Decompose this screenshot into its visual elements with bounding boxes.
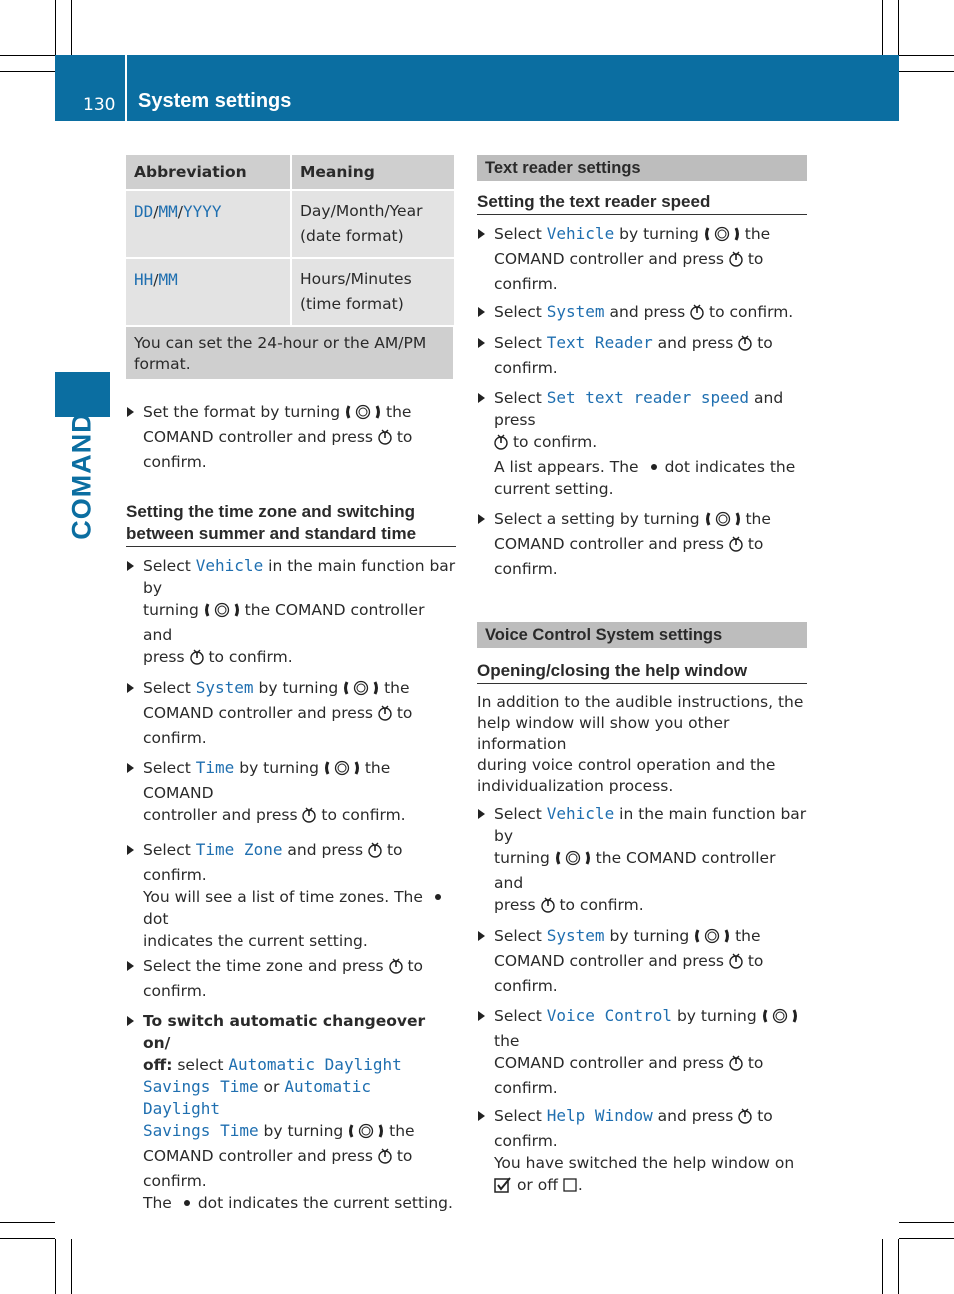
step-select-reader-speed: Select Set text reader speed and press to confirm. A list appears. The dot indicates the current setting. [477, 387, 807, 500]
crop-mark [899, 1238, 954, 1239]
arrow-icon [127, 1016, 134, 1026]
step-select-time-zone: Select Time Zone and press to confirm. You will see a list of time zones. Thedot indicates the current setting. [126, 839, 456, 952]
meaning-line: Day/Month/Year [300, 202, 423, 220]
section-bar-voice-control: Voice Control System settings [477, 622, 807, 648]
menu-code-savings-time: Savings Time [143, 1121, 259, 1140]
press-controller-icon [190, 649, 204, 671]
menu-code-system: System [546, 302, 605, 321]
press-controller-icon [690, 304, 704, 326]
menu-code-voice-control: Voice Control [546, 1006, 672, 1025]
step-select-vehicle: Select Vehicle in the main function bar by turning the COMAND controller and press to confirm. [126, 555, 456, 671]
rotate-controller-icon [345, 404, 381, 426]
checkbox-empty-icon [563, 1177, 578, 1199]
press-controller-icon [729, 1055, 743, 1077]
step-select-zone-confirm: Select the time zone and press to confirm. [126, 955, 456, 1002]
step-select-vehicle: Select Vehicle in the main function bar by turning the COMAND controller and press to confirm. [477, 803, 807, 919]
code-yyyy: YYYY [183, 202, 222, 221]
note-line: format. [134, 355, 191, 373]
step-auto-changeover: To switch automatic changeover on/ off: select Automatic Daylight Savings Time or Automatic Daylight Savings Time by turning the COMAND controller and press to confirm. The dot indicates the current setting. [126, 1010, 456, 1214]
crop-mark [0, 1238, 55, 1239]
press-controller-icon [368, 842, 382, 864]
crop-mark [899, 1222, 954, 1223]
menu-code-time: Time [195, 758, 235, 777]
crop-mark [0, 71, 55, 72]
arrow-icon [478, 229, 485, 239]
press-controller-icon [378, 705, 392, 727]
note-line: You can set the 24-hour or the AM/PM [134, 334, 427, 352]
crop-mark [55, 1239, 56, 1294]
menu-code-vehicle: Vehicle [546, 224, 615, 243]
rotate-controller-icon [704, 226, 740, 248]
rotate-controller-icon [694, 928, 730, 950]
abbr-cell: HH/MM [126, 258, 291, 326]
step-select-setting: Select a setting by turning the COMAND controller and press to confirm. [477, 508, 807, 580]
arrow-icon [478, 307, 485, 317]
rotate-controller-icon [762, 1008, 798, 1030]
step-select-time: Select Time by turning the COMAND controller and press to confirm. [126, 757, 456, 829]
menu-code-vehicle: Vehicle [195, 556, 264, 575]
arrow-icon [127, 961, 134, 971]
crop-mark [55, 0, 56, 55]
dot-icon [435, 894, 441, 900]
press-controller-icon [738, 335, 752, 357]
code-dd: DD [134, 202, 154, 221]
crop-mark [0, 1222, 55, 1223]
code-mm: MM [158, 270, 178, 289]
rotate-controller-icon [204, 602, 240, 624]
side-tab [55, 372, 110, 417]
menu-code-vehicle: Vehicle [546, 804, 615, 823]
table-note-row [126, 326, 454, 379]
arrow-icon [127, 561, 134, 571]
meaning-line: (date format) [300, 227, 404, 245]
press-controller-icon [494, 434, 508, 456]
crop-mark [898, 1239, 899, 1294]
side-label: COMAND [66, 412, 97, 540]
rotate-controller-icon [324, 760, 360, 782]
table-row [126, 190, 454, 258]
step-select-system: Select System by turning the COMAND controller and press to confirm. [126, 677, 456, 749]
menu-code-system: System [195, 678, 254, 697]
arrow-icon [127, 845, 134, 855]
press-controller-icon [378, 429, 392, 451]
rotate-controller-icon [348, 1123, 384, 1145]
crop-mark [899, 55, 954, 56]
menu-code-auto-daylight: Automatic Daylight [228, 1055, 402, 1074]
meaning-line: Hours/Minutes [300, 270, 412, 288]
press-controller-icon [389, 958, 403, 980]
menu-code-system: System [546, 926, 605, 945]
table-note [126, 326, 454, 379]
section-heading-help-window: Opening/closing the help window [477, 660, 807, 684]
intro-paragraph: In addition to the audible instructions, the help window will show you other information during voice control operation and the individualization process. [477, 693, 804, 795]
press-controller-icon [729, 536, 743, 558]
crop-mark [899, 71, 954, 72]
section-heading-reader-speed: Setting the text reader speed [477, 191, 807, 215]
table-row [126, 258, 454, 326]
abbreviation-table [126, 155, 455, 379]
abbr-cell: DD/MM/YYYY [126, 190, 291, 258]
press-controller-icon [302, 807, 316, 829]
section-bar-text-reader: Text reader settings [477, 155, 807, 181]
crop-mark [898, 0, 899, 55]
step-set-format: Set the format by turning the COMAND controller and press to confirm. [126, 401, 456, 473]
step-select-voice-control: Select Voice Control by turning the COMAND controller and press to confirm. [477, 1005, 807, 1099]
table-header-row [126, 155, 454, 190]
press-controller-icon [729, 953, 743, 975]
dot-icon [651, 464, 657, 470]
meaning-line: (time format) [300, 295, 404, 313]
menu-code-auto-daylight: Automatic Daylight [143, 1077, 372, 1118]
dot-icon [184, 1200, 190, 1206]
arrow-icon [127, 407, 134, 417]
page-title: System settings [138, 90, 292, 112]
arrow-icon [478, 931, 485, 941]
press-controller-icon [738, 1108, 752, 1130]
step-select-system: Select System by turning the COMAND controller and press to confirm. [477, 925, 807, 997]
menu-code-reader-speed: Set text reader speed [546, 388, 750, 407]
press-controller-icon [729, 251, 743, 273]
step-select-system: Select System and press to confirm. [477, 301, 807, 326]
checkbox-checked-icon [494, 1177, 512, 1199]
menu-code-help-window: Help Window [546, 1106, 653, 1125]
crop-mark [882, 1239, 883, 1294]
step-select-vehicle: Select Vehicle by turning the COMAND controller and press to confirm. [477, 223, 807, 295]
menu-code-text-reader: Text Reader [546, 333, 653, 352]
arrow-icon [127, 683, 134, 693]
arrow-icon [478, 1011, 485, 1021]
section-heading-time-zone: Setting the time zone and switching between summer and standard time [126, 501, 456, 547]
rotate-controller-icon [705, 511, 741, 533]
crop-mark [71, 0, 72, 55]
crop-mark [0, 55, 55, 56]
column-header: Meaning [291, 155, 454, 190]
code-hh: HH [134, 270, 154, 289]
right-column [477, 155, 807, 1199]
arrow-icon [478, 809, 485, 819]
rotate-controller-icon [343, 680, 379, 702]
step-select-text-reader: Select Text Reader and press to confirm. [477, 332, 807, 379]
arrow-icon [478, 514, 485, 524]
step-select-help-window: Select Help Window and press to confirm. You have switched the help window on or off . [477, 1105, 807, 1199]
code-mm: MM [158, 202, 178, 221]
crop-mark [71, 1239, 72, 1294]
meaning-cell [291, 258, 454, 326]
page-number: 130 [83, 95, 116, 115]
meaning-cell [291, 190, 454, 258]
arrow-icon [478, 393, 485, 403]
header-divider [125, 55, 127, 121]
column-header: Abbreviation [126, 155, 291, 190]
crop-mark [882, 0, 883, 55]
rotate-controller-icon [555, 850, 591, 872]
arrow-icon [127, 763, 134, 773]
press-controller-icon [541, 897, 555, 919]
press-controller-icon [378, 1148, 392, 1170]
page-header [55, 55, 899, 121]
left-column [126, 155, 456, 1214]
menu-code-savings-time: Savings Time [143, 1077, 259, 1096]
arrow-icon [478, 1111, 485, 1121]
arrow-icon [478, 338, 485, 348]
menu-code-time-zone: Time Zone [195, 840, 283, 859]
